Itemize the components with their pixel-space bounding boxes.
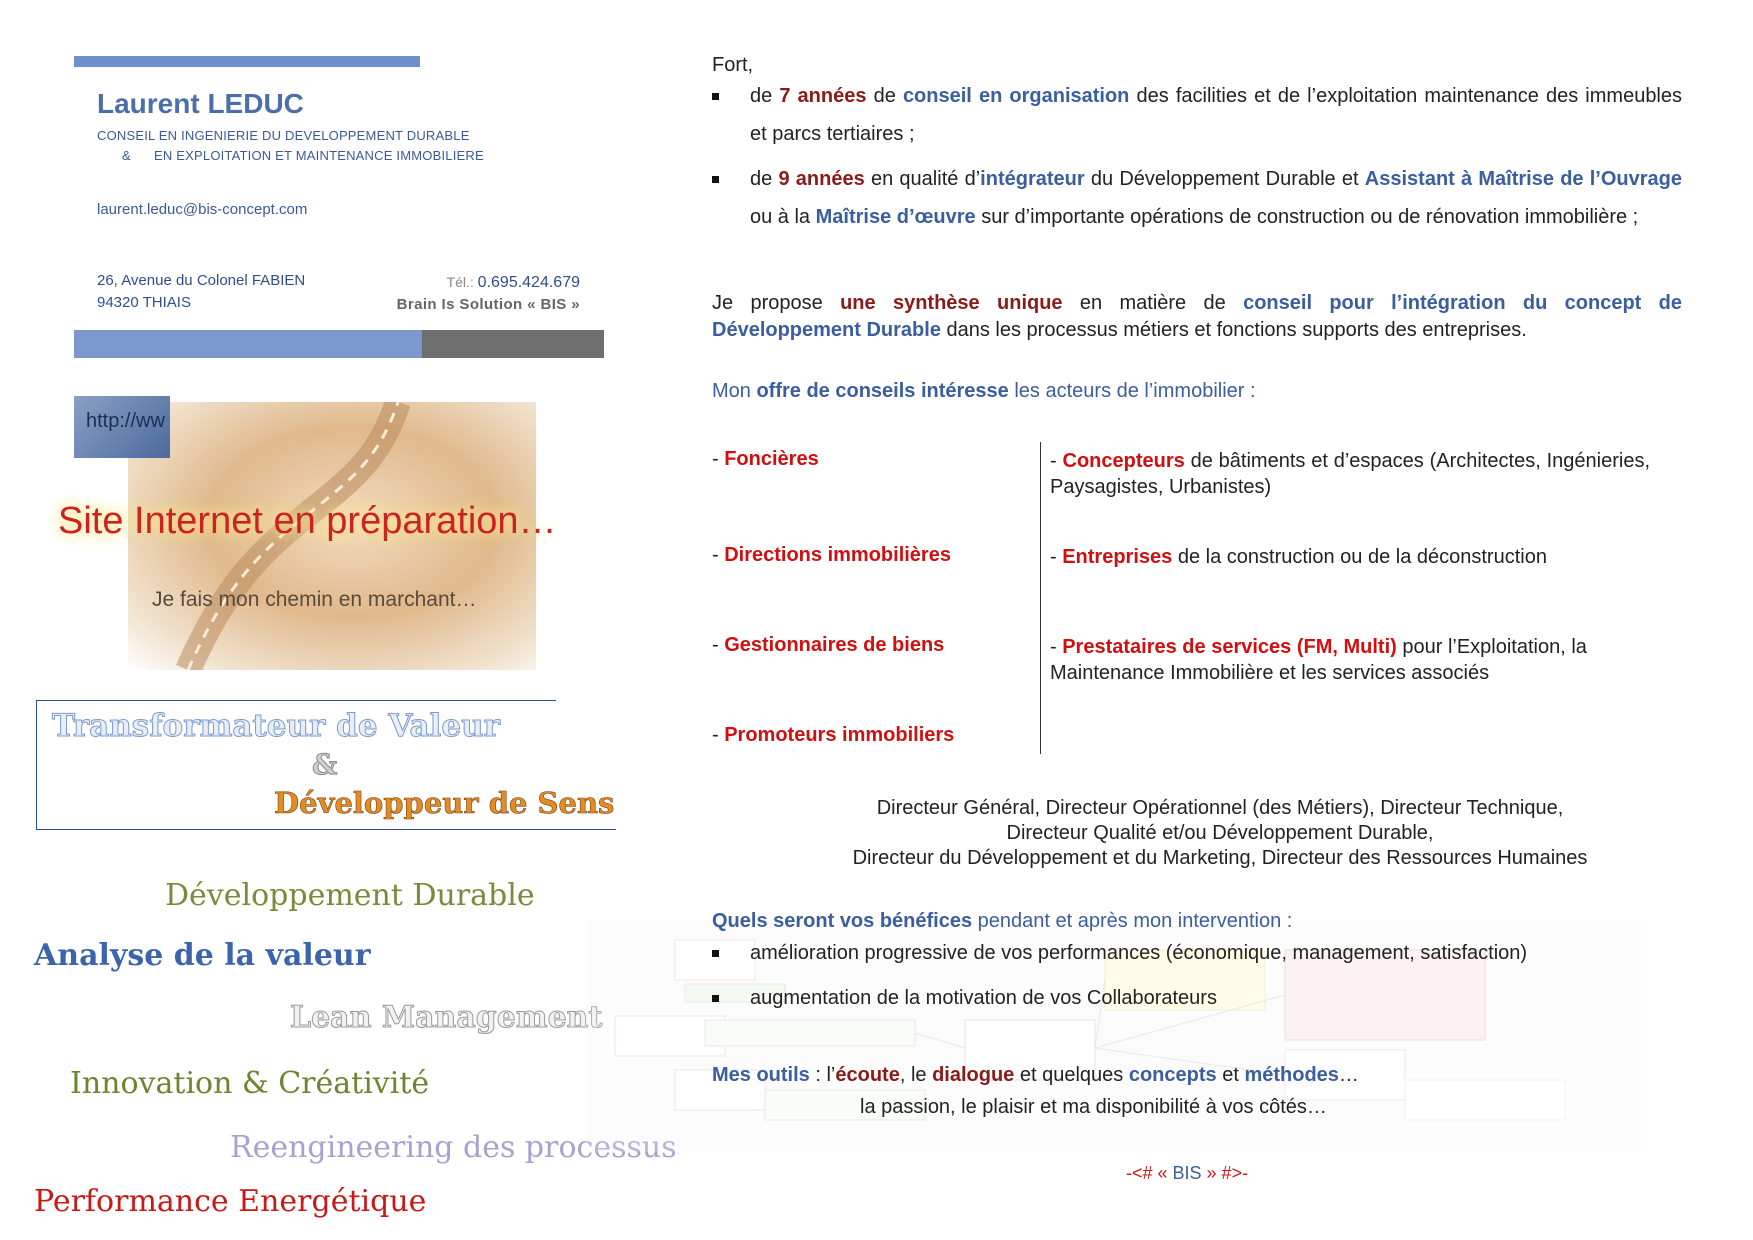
- outils-line-2: la passion, le plaisir et ma disponibilité à vos côtés…: [860, 1096, 1327, 1118]
- bullet-4: [712, 995, 719, 1002]
- benefit-2: augmentation de la motivation de vos Collaborateurs: [750, 987, 1217, 1009]
- actor-left-1: - Foncières: [712, 448, 819, 470]
- card-bottom-bar-blue: [74, 330, 422, 358]
- directors-line-1: Directeur Général, Directeur Opérationnel (des Métiers), Directeur Technique,: [876, 797, 1564, 819]
- offre-heading: Mon offre de conseils intéresse les acteurs de l’immobilier :: [712, 380, 1256, 402]
- card-subtitle-2: EN EXPLOITATION ET MAINTENANCE IMMOBILIERE: [154, 148, 484, 163]
- benefit-1: amélioration progressive de vos performances (économique, management, satisfaction): [750, 942, 1528, 964]
- keyword-analyse-valeur: Analyse de la valeur: [34, 938, 371, 973]
- actor-left-4: - Promoteurs immobiliers: [712, 724, 955, 746]
- bullet-1: [712, 93, 719, 100]
- keyword-reengineering: Reengineering des processus: [230, 1130, 677, 1165]
- actor-right-3: - Prestataires de services (FM, Multi) pour l’Exploitation, la Maintenance Immobilière et les services associés: [1050, 636, 1587, 684]
- card-top-bar: [74, 56, 420, 67]
- bullet-3: [712, 950, 719, 957]
- card-subtitle-1: CONSEIL EN INGENIERIE DU DEVELOPPEMENT DURABLE: [97, 128, 470, 143]
- card-address-line1: 26, Avenue du Colonel FABIEN: [97, 272, 306, 289]
- site-title: Site Internet en préparation…: [58, 500, 557, 542]
- outils-line: Mes outils : l’écoute, le dialogue et quelques concepts et méthodes…: [712, 1064, 1359, 1086]
- http-logo: http://ww: [74, 396, 170, 458]
- benefits-heading: Quels seront vos bénéfices pendant et après mon intervention :: [712, 910, 1293, 932]
- bullet-1-text: de 7 années de conseil en organisation des facilities et de l’exploitation maintenance des immeubles et parcs tertiaires ;: [750, 85, 1683, 145]
- keyword-innovation: Innovation & Créativité: [70, 1066, 430, 1101]
- actors-divider: [1040, 442, 1041, 754]
- site-subtitle: Je fais mon chemin en marchant…: [152, 588, 477, 611]
- propose-paragraph: Je propose une synthèse unique en matière de conseil pour l’intégration du concept de Développement Durable dans les processus métiers et fonctions supports des entreprises.: [712, 292, 1682, 341]
- card-phone-number: 0.695.424.679: [477, 274, 580, 291]
- actor-left-2: - Directions immobilières: [712, 544, 951, 566]
- keyword-developpement-durable: Développement Durable: [165, 878, 535, 913]
- transfo-amp: &: [312, 748, 338, 781]
- intro-fort: Fort,: [712, 54, 754, 76]
- actor-left-3: - Gestionnaires de biens: [712, 634, 945, 656]
- footer-signature: -<# « BIS » #>-: [1126, 1163, 1249, 1183]
- card-brand: Brain Is Solution « BIS »: [396, 296, 580, 313]
- card-name: Laurent LEDUC: [97, 88, 304, 119]
- actor-right-2: - Entreprises de la construction ou de la déconstruction: [1050, 546, 1547, 568]
- bullet-2: [712, 176, 719, 183]
- transfo-line2: Développeur de Sens: [274, 786, 615, 820]
- card-address-line2: 94320 THIAIS: [97, 294, 191, 311]
- card-subtitle-amp: &: [122, 148, 131, 163]
- bullet-2-text: de 9 années en qualité d’intégrateur du Développement Durable et Assistant à Maîtrise de l’Ouvrage ou à la Maîtrise d’œuvre sur d’importante opérations de construction ou de rénovation immobilière ;: [750, 168, 1683, 228]
- card-bottom-bar-grey: [422, 330, 604, 358]
- directors-line-3: Directeur du Développement et du Marketing, Directeur des Ressources Humaines: [852, 847, 1588, 869]
- transfo-line1: Transformateur de Valeur: [52, 708, 501, 744]
- directors-list: [700, 796, 1740, 871]
- keyword-performance-energetique: Performance Energétique: [34, 1184, 427, 1219]
- card-phone: [380, 274, 580, 292]
- keyword-lean-management: Lean Management: [290, 1000, 603, 1035]
- card-phone-label: Tél.:: [446, 274, 478, 290]
- card-email[interactable]: laurent.leduc@bis-concept.com: [97, 201, 308, 218]
- directors-line-2: Directeur Qualité et/ou Développement Durable,: [1006, 822, 1434, 844]
- actor-right-1: - Concepteurs de bâtiments et d’espaces (Architectes, Ingénieries, Paysagistes, Urbanistes): [1050, 450, 1650, 498]
